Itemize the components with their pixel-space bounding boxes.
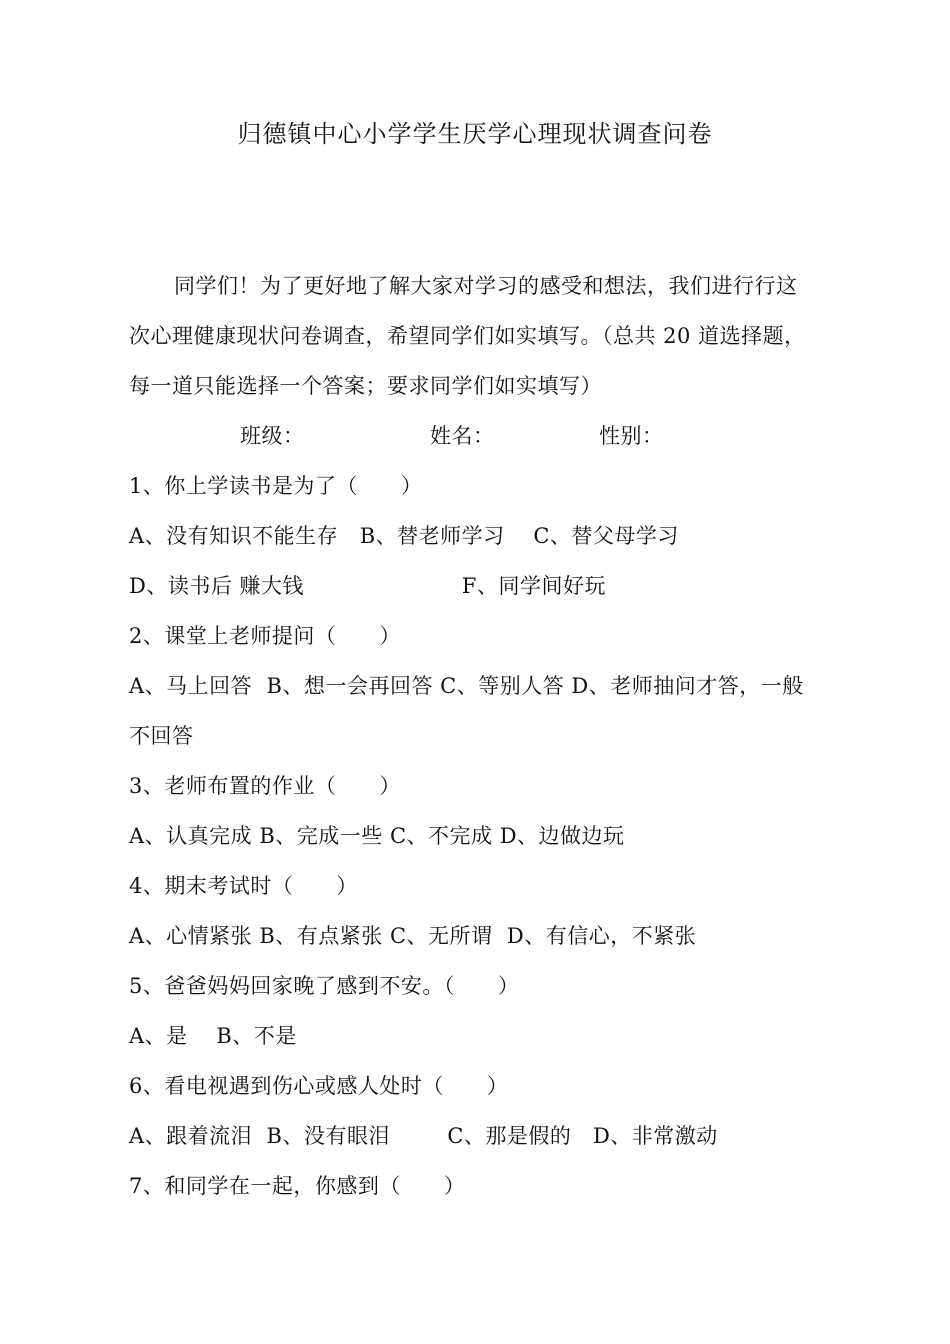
- intro-line-2: 次心理健康现状问卷调查，希望同学们如实填写。（总共 20 道选择题，: [129, 324, 806, 348]
- question-3-options: A、认真完成 B、完成一些 C、不完成 D、边做边玩: [129, 824, 625, 848]
- intro-line-1: 同学们！为了更好地了解大家对学习的感受和想法，我们进行行这: [174, 274, 798, 298]
- question-5-options: A、是 B、不是: [129, 1024, 297, 1048]
- question-7: 7、和同学在一起，你感到（ ）: [129, 1174, 466, 1198]
- question-1-options-line-1: A、没有知识不能生存 B、替老师学习 C、替父母学习: [129, 524, 679, 548]
- question-2-options-line-2: 不回答: [129, 724, 194, 748]
- question-3: 3、老师布置的作业（ ）: [129, 774, 401, 798]
- class-field-label: 班级：: [240, 424, 305, 448]
- question-1: 1、你上学读书是为了（ ）: [129, 474, 423, 498]
- question-5: 5、爸爸妈妈回家晚了感到不安。（ ）: [129, 974, 520, 998]
- question-6: 6、看电视遇到伤心或感人处时（ ）: [129, 1074, 509, 1098]
- question-1-options-line-2: D、读书后 赚大钱 F、同学间好玩: [129, 574, 606, 598]
- page-title: 归德镇中心小学学生厌学心理现状调查问卷: [237, 120, 713, 148]
- question-4-options: A、心情紧张 B、有点紧张 C、无所谓 D、有信心，不紧张: [129, 924, 697, 948]
- gender-field-label: 性别：: [599, 424, 664, 448]
- question-6-options: A、跟着流泪 B、没有眼泪 C、那是假的 D、非常激动: [129, 1124, 718, 1148]
- name-field-label: 姓名：: [430, 424, 495, 448]
- question-2-options-line-1: A、马上回答 B、想一会再回答 C、等别人答 D、老师抽问才答，一般: [129, 674, 804, 698]
- intro-line-3: 每一道只能选择一个答案；要求同学们如实填写）: [129, 374, 602, 398]
- question-2: 2、课堂上老师提问（ ）: [129, 624, 401, 648]
- question-4: 4、期末考试时（ ）: [129, 874, 358, 898]
